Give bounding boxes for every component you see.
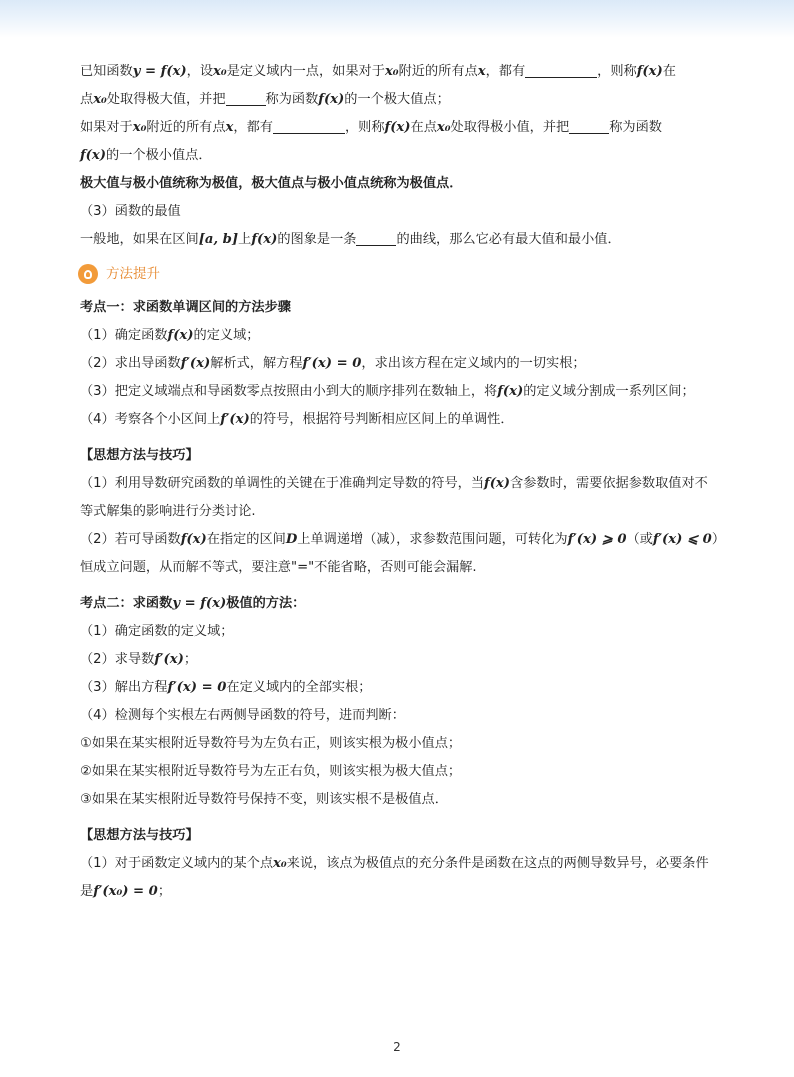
step-item: （3）把定义域端点和导函数零点按照由小到大的顺序排列在数轴上，将f(x)的定义域分割成一系列区间； [80,384,695,399]
step-item: （1）确定函数的定义域； [80,624,234,639]
min-value-paragraph: 如果对于x₀附近的所有点x，都有 ，则称f(x)在点x₀处取得极小值，并把 称为函数 f(x)的一个极小值点． [80,120,662,163]
tip-item: （1）利用导数研究函数的单调性的关键在于准确判定导数的符号，当f(x)含参数时，需要依据参数取值对不等式解集的影响进行分类讨论. [80,476,708,519]
extremum-summary: 极大值与极小值统称为极值，极大值点与极小值点统称为极值点． [80,176,463,191]
tips-title: 【思想方法与技巧】 [80,828,199,843]
step-item: （4）考察各个小区间上f′(x)的符号，根据符号判断相应区间上的单调性． [80,412,514,427]
max-min-paragraph: 一般地，如果在区间[a, b]上f(x)的图象是一条 的曲线，那么它必有最大值和最小值． [80,232,621,247]
case-item: ②如果在某实根附近导数符号为左正右负，则该实根为极大值点； [80,764,462,779]
step-item: （3）解出方程f′(x) = 0在定义域内的全部实根； [80,680,372,695]
section-header [78,260,720,288]
case-item: ③如果在某实根附近导数符号保持不变，则该实根不是极值点． [80,792,448,807]
header-band [0,0,794,38]
key-point-1-title: 考点一：求函数单调区间的方法步骤 [80,300,291,315]
step-item: （2）求导数f′(x)； [80,652,198,667]
subsection-title: （3）函数的最值 [80,204,181,219]
page-number: 2 [393,1040,401,1054]
section-title: 方法提升 [106,266,160,282]
step-item: （4）检测每个实根左右两侧导函数的符号，进而判断： [80,708,405,723]
key-point-2-title: 考点二：求函数y = f(x)极值的方法： [80,596,306,611]
fill-blank [525,62,597,78]
fill-blank [356,230,396,246]
max-value-paragraph: 已知函数y = f(x)，设x₀是定义域内一点，如果对于x₀附近的所有点x，都有 ，则称f(x)在 点x₀处取得极大值，并把 称为函数f(x)的一个极大值点； [80,64,676,107]
fill-blank [226,90,266,106]
step-item: （2）求出导函数f′(x)解析式，解方程f′(x) = 0，求出该方程在定义域内的一切实根； [80,356,586,371]
case-item: ①如果在某实根附近导数符号为左负右正，则该实根为极小值点； [80,736,462,751]
tip-item: （2）若可导函数f(x)在指定的区间D上单调递增（减），求参数范围问题，可转化为f′(x) ⩾ 0（或f′(x) ⩽ 0）恒成立问题，从而解不等式，要注意"="不能省略，否则可能会漏解. [80,532,719,575]
step-item: （1）确定函数f(x)的定义域； [80,328,260,343]
lightbulb-icon [78,264,98,284]
document-body [80,58,720,906]
fill-blank [273,118,345,134]
fill-blank [569,118,609,134]
tip-item: （1）对于函数定义域内的某个点x₀来说，该点为极值点的充分条件是函数在这点的两侧导数异号，必要条件是f′(x₀) = 0； [80,856,709,899]
tips-title: 【思想方法与技巧】 [80,448,199,463]
